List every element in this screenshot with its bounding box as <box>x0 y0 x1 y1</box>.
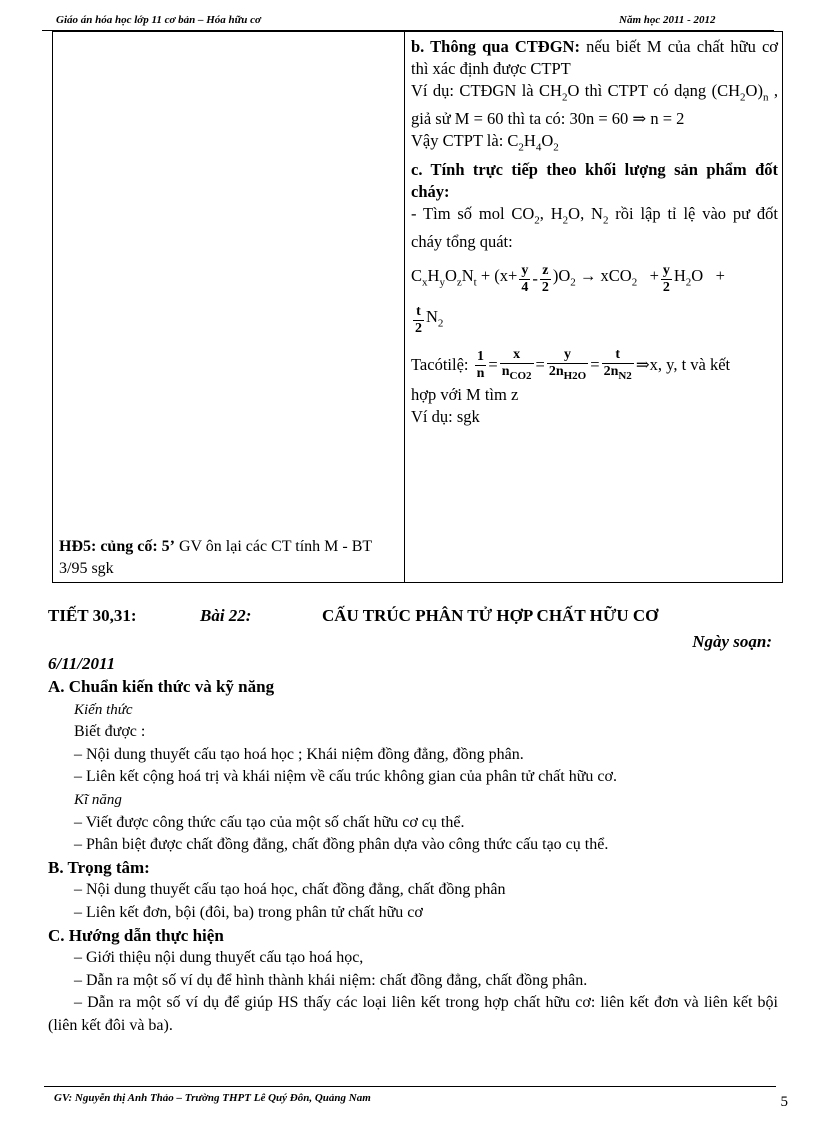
tiet-label: TIẾT 30,31: <box>48 606 137 625</box>
section-b-title: B. Trọng tâm: <box>48 857 150 877</box>
sub-2: 2 <box>534 213 540 226</box>
sub-2: 2 <box>518 141 524 154</box>
hd5-block <box>59 536 396 580</box>
ta-co-label: Tacótilệ: <box>411 355 469 375</box>
footer-rule <box>44 1086 776 1087</box>
header-left: Giáo án hóa học lớp 11 cơ bản – Hóa hữu cơ <box>56 14 261 26</box>
table-left-cell <box>53 32 405 583</box>
list-item: – Phân biệt được chất đồng đẳng, chất đồng phân dựa vào công thức cấu tạo cụ thể. <box>74 836 609 854</box>
vidu1-part-b: O thì CTPT có dạng (CH <box>567 81 741 100</box>
fraction-t-2nn2: $\frac{t}{2n_{N2}}$ <box>603 346 632 382</box>
ketqua-start: ⇒x, y, t và kết <box>635 355 731 375</box>
section-a-title: A. Chuẩn kiến thức và kỹ năng <box>48 677 275 696</box>
list-item: – Nội dung thuyết cấu tạo hoá học ; Khái niệm đồng đẳng, đồng phân. <box>74 745 524 763</box>
b-text: nếu biết M của chất hữu cơ thì xác định được CTPT <box>411 37 779 78</box>
c-text-a: - Tìm số mol CO <box>411 203 535 223</box>
ki-nang-label: Kĩ năng <box>74 791 122 808</box>
eq-part: )$O_2 \to xCO_2$ + <box>552 266 659 289</box>
list-item: – Liên kết cộng hoá trị và khái niệm về cấu trúc không gian của phân tử chất hữu cơ. <box>74 768 617 786</box>
b-paragraph <box>411 36 778 80</box>
c-text-c: O, N <box>568 203 603 223</box>
ngay-soan: Ngày soạn: <box>692 632 772 651</box>
c-text-b: , H <box>539 203 563 223</box>
eq-part: $N_2$ <box>426 307 444 330</box>
list-item: – Giới thiệu nội dung thuyết cấu tạo hoá học, <box>74 949 364 967</box>
eq-minus: - <box>532 269 538 289</box>
ketqua-text: hợp với M tìm z <box>411 384 519 404</box>
vay-part-c: O <box>541 131 554 151</box>
b-title: b. Thông qua CTĐGN: <box>411 37 580 56</box>
sub-4: 4 <box>535 141 542 154</box>
fraction-y-2nh2o: $\frac{y}{2n_{H2O}}$ <box>548 346 587 382</box>
list-item: – Viết được công thức cấu tạo của một số chất hữu cơ cụ thể. <box>74 813 465 831</box>
biet-duoc: Biết được : <box>74 723 146 741</box>
c-text-d: rồi lập tỉ lệ vào pư đốt cháy tổng quát: <box>411 203 778 251</box>
vay-part-b: H <box>523 131 536 151</box>
eq-part: $C_xH_yO_zN_t + (x+$ <box>411 266 518 289</box>
bai-label: Bài 22: <box>200 606 252 625</box>
fraction-t-2: $\frac{t}{2}$ <box>415 303 422 336</box>
eq-part: $H_2O$ + <box>673 266 725 289</box>
list-item: – Dẫn ra một số ví dụ để giúp HS thấy các loại liên kết trong hợp chất hữu cơ: liên kết đơn và liên kết bội (liên kết đôi và ba). <box>48 994 778 1034</box>
list-item: – Liên kết đơn, bội (đôi, ba) trong phân tử chất hữu cơ <box>74 903 423 921</box>
c-text <box>411 203 778 253</box>
vidu1-paragraph <box>411 80 778 130</box>
combustion-equation <box>411 263 778 296</box>
kien-thuc-label: Kiến thức <box>74 701 133 718</box>
page-number: 5 <box>780 1094 788 1110</box>
vidu1-part-a: Ví dụ: CTĐGN là CH <box>411 81 562 100</box>
fraction-1-n: $\frac{1}{n}$ <box>476 348 485 381</box>
list-item: – Nội dung thuyết cấu tạo hoá học, chất đồng đẳng, chất đồng phân <box>74 881 506 899</box>
fraction-y-4: $\frac{y}{4}$ <box>521 262 529 295</box>
table-right-cell <box>405 32 783 583</box>
sub-2: 2 <box>561 91 568 104</box>
fraction-z-2: $\frac{z}{2}$ <box>541 262 549 295</box>
list-item: – Dẫn ra một số ví dụ để hình thành khái niệm: chất đồng đẳng, chất đồng phân. <box>74 971 588 989</box>
ratio-equation: Tacótilệ: $\frac{1}{n}$ = $\frac{x}{n_{CO2}}$ = $\frac{y}{2n_{H2O}}$ = $\frac{t}{2n_{N2}}$ ⇒x, y, t và kết <box>411 346 731 382</box>
lesson-body <box>48 676 778 1038</box>
equation-n2 <box>411 304 778 337</box>
hd5-title: HĐ5: củng cố: 5’ <box>59 538 175 555</box>
header-right: Năm học 2011 - 2012 <box>619 14 716 26</box>
lesson-table <box>52 31 783 583</box>
sub-n: n <box>762 91 769 104</box>
vidu1-part-c: O) <box>745 81 763 100</box>
sub-2: 2 <box>740 91 746 104</box>
sub-2: 2 <box>602 213 609 226</box>
fraction-x-nco2: $\frac{x}{n_{CO2}}$ <box>501 346 532 382</box>
lesson-title: CẤU TRÚC PHÂN TỬ HỢP CHẤT HỮU CƠ <box>322 606 659 625</box>
vay-part-a: Vậy CTPT là: C <box>411 131 519 151</box>
vidu1-part-d: , giả sử M = 60 thì ta có: 30n = 60 ⇒ n = 2 <box>411 81 779 129</box>
vay-paragraph <box>411 130 778 158</box>
section-c-title: C. Hướng dẫn thực hiện <box>48 925 224 945</box>
lesson-date: 6/11/2011 <box>48 654 116 673</box>
vidu2: Ví dụ: sgk <box>411 406 480 426</box>
sub-2: 2 <box>553 141 559 154</box>
hd5-text: GV ôn lại các CT tính M - BT 3/95 sgk <box>59 538 372 577</box>
sub-2: 2 <box>562 213 569 226</box>
fraction-y-2: $\frac{y}{2}$ <box>662 262 670 295</box>
footer-text: GV: Nguyễn thị Anh Thảo – Trường THPT Lê Quý Đôn, Quảng Nam <box>54 1092 371 1104</box>
c-title: c. Tính trực tiếp theo khối lượng sản phẩm đốt cháy: <box>411 159 778 201</box>
